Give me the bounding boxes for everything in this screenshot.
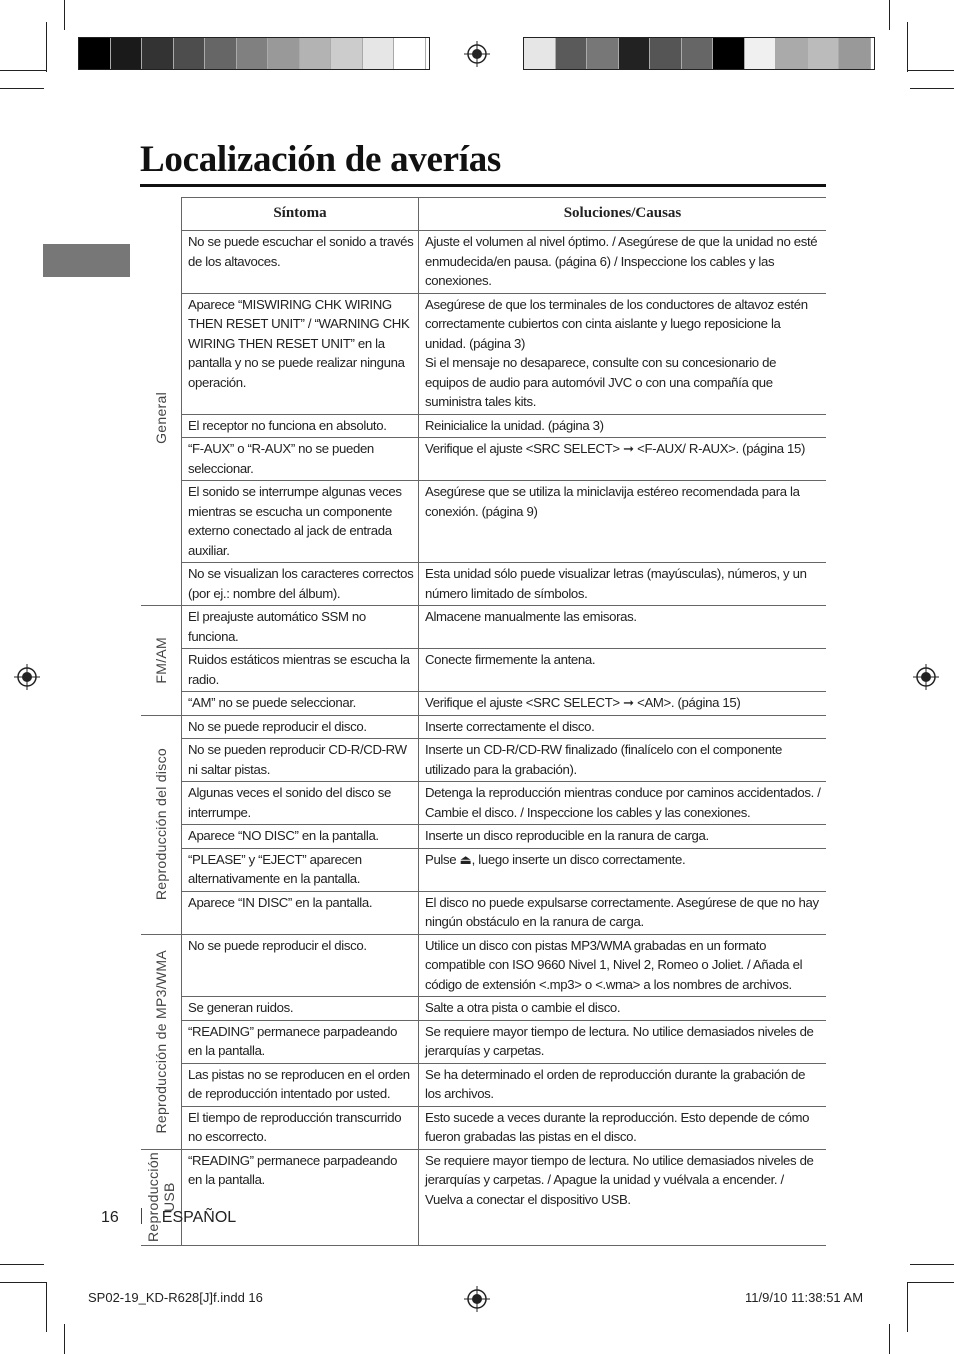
solution-cell: Utilice un disco con pistas MP3/WMA grabadas en un formato compatible con ISO 9660 Nivel 1, Nivel 2, Romeo o Joliet. / Añada el código de extensión <.mp3> o <.wma> a los nombres de archivos. <box>419 934 827 997</box>
color-swatch <box>808 38 840 69</box>
header-solution: Soluciones/Causas <box>419 198 827 231</box>
category-cell <box>141 934 182 1149</box>
color-bar-right <box>523 37 875 70</box>
table-row <box>141 1063 826 1106</box>
crop-mark <box>46 22 47 72</box>
color-swatch <box>79 38 111 69</box>
title-rule <box>140 184 826 187</box>
color-swatch <box>745 38 777 69</box>
solution-cell: Se requiere mayor tiempo de lectura. No utilice demasiados niveles de jerarquías y carpetas. / Apague la unidad y vuélvala a encender. / Vuelva a conectar el dispositivo USB. <box>419 1149 827 1245</box>
solution-cell: Verifique el ajuste <SRC SELECT> ➞ <AM>. (página 15) <box>419 692 827 716</box>
table-row <box>141 782 826 825</box>
table-row <box>141 1020 826 1063</box>
registration-mark-icon <box>464 41 490 67</box>
table-row <box>141 891 826 934</box>
symptom-cell: El sonido se interrumpe algunas veces mientras se escucha un componente externo conectado al jack de entrada auxiliar. <box>182 481 419 563</box>
solution-cell: Almacene manualmente las emisoras. <box>419 606 827 649</box>
table-row <box>141 481 826 563</box>
solution-cell: Reinicialice la unidad. (página 3) <box>419 414 827 438</box>
solution-cell: Asegúrese que se utiliza la miniclavija estéreo recomendada para la conexión. (página 9) <box>419 481 827 563</box>
crop-mark <box>910 88 954 89</box>
registration-mark-icon <box>14 664 40 690</box>
crop-mark <box>908 70 954 71</box>
table-row <box>141 563 826 606</box>
table-row <box>141 414 826 438</box>
slug-date: 11/9/10 11:38:51 AM <box>745 1290 864 1305</box>
slug-file: SP02-19_KD-R628[J]f.indd 16 <box>88 1290 263 1305</box>
symptom-cell: No se pueden reproducir CD-R/CD-RW ni saltar pistas. <box>182 739 419 782</box>
color-swatch <box>556 38 588 69</box>
crop-mark <box>64 1324 65 1354</box>
solution-cell: Verifique el ajuste <SRC SELECT> ➞ <F-AUX/ R-AUX>. (página 15) <box>419 438 827 481</box>
table-row <box>141 1106 826 1149</box>
symptom-cell: El preajuste automático SSM no funciona. <box>182 606 419 649</box>
symptom-cell: Aparece “MISWIRING CHK WIRING THEN RESET UNIT” / “WARNING CHK WIRING THEN RESET UNIT” en la pantalla y no se puede realizar ninguna operación. <box>182 293 419 414</box>
color-swatch <box>619 38 651 69</box>
solution-cell: Conecte firmemente la antena. <box>419 649 827 692</box>
table-row <box>141 825 826 849</box>
crop-mark <box>889 1324 890 1354</box>
color-swatch <box>142 38 174 69</box>
page-title: Localización de averías <box>140 139 501 180</box>
category-cell <box>141 1149 182 1245</box>
footer-divider <box>141 1208 142 1224</box>
solution-cell: Esta unidad sólo puede visualizar letras (mayúsculas), números, y un número limitado de símbolos. <box>419 563 827 606</box>
solution-cell: Inserte correctamente el disco. <box>419 715 827 739</box>
table-row <box>141 293 826 414</box>
symptom-cell: No se puede reproducir el disco. <box>182 934 419 997</box>
table-row <box>141 231 826 294</box>
crop-mark <box>64 0 65 30</box>
category-cell <box>141 715 182 934</box>
troubleshooting-table <box>141 197 826 1246</box>
symptom-cell: Aparece “NO DISC” en la pantalla. <box>182 825 419 849</box>
symptom-cell: “AM” no se puede seleccionar. <box>182 692 419 716</box>
color-swatch <box>205 38 237 69</box>
crop-mark <box>0 88 44 89</box>
solution-cell: Pulse ⏏, luego inserte un disco correctamente. <box>419 848 827 891</box>
symptom-cell: “F-AUX” o “R-AUX” no se pueden seleccionar. <box>182 438 419 481</box>
solution-cell: Inserte un CD-R/CD-RW finalizado (finalícelo con el componente utilizado para la grabación). <box>419 739 827 782</box>
color-swatch <box>363 38 395 69</box>
category-label: Reproducción USB <box>145 1152 177 1242</box>
category-label: Reproducción del disco <box>153 748 169 901</box>
category-label: Reproducción de MP3/WMA <box>153 949 169 1134</box>
crop-mark <box>908 1282 954 1283</box>
color-swatch <box>394 38 426 69</box>
symptom-cell: No se puede reproducir el disco. <box>182 715 419 739</box>
color-swatch <box>300 38 332 69</box>
symptom-cell: No se visualizan los caracteres correctos (por ej.: nombre del álbum). <box>182 563 419 606</box>
registration-mark-icon <box>464 1286 490 1312</box>
category-cell <box>141 231 182 606</box>
color-swatch <box>268 38 300 69</box>
table-row <box>141 606 826 649</box>
crop-mark <box>889 0 890 30</box>
color-swatch <box>587 38 619 69</box>
color-swatch <box>839 38 871 69</box>
table-row <box>141 848 826 891</box>
solution-cell: Detenga la reproducción mientras conduce por caminos accidentados. / Cambie el disco. / Inspeccione los cables y las conexiones. <box>419 782 827 825</box>
header-symptom: Síntoma <box>182 198 419 231</box>
symptom-cell: Se generan ruidos. <box>182 997 419 1021</box>
symptom-cell: “PLEASE” y “EJECT” aparecen alternativamente en la pantalla. <box>182 848 419 891</box>
color-swatch <box>524 38 556 69</box>
solution-cell: Se ha determinado el orden de reproducción durante la grabación de los archivos. <box>419 1063 827 1106</box>
solution-cell: Inserte un disco reproducible en la ranura de carga. <box>419 825 827 849</box>
solution-cell: Asegúrese de que los terminales de los conductores de altavoz estén correctamente cubiertos con cinta aislante y luego reposicione la unidad. (página 3) Si el mensaje no desaparece, consulte con su concesionario de equipos de audio para automóvil JVC o con una compañía que suministra tales kits. <box>419 293 827 414</box>
symptom-cell: Aparece “IN DISC” en la pantalla. <box>182 891 419 934</box>
table-row <box>141 934 826 997</box>
table-row <box>141 1149 826 1245</box>
symptom-cell: El receptor no funciona en absoluto. <box>182 414 419 438</box>
crop-mark <box>0 70 46 71</box>
solution-cell: Se requiere mayor tiempo de lectura. No utilice demasiados niveles de jerarquías y carpetas. <box>419 1020 827 1063</box>
crop-mark <box>907 22 908 72</box>
color-swatch <box>237 38 269 69</box>
footer-language: ESPAÑOL <box>161 1209 237 1226</box>
solution-cell: Ajuste el volumen al nivel óptimo. / Asegúrese de que la unidad no esté enmudecida/en pausa. (página 6) / Inspeccione los cables y las conexiones. <box>419 231 827 294</box>
category-cell <box>141 606 182 716</box>
color-swatch <box>111 38 143 69</box>
table-row <box>141 649 826 692</box>
table-row <box>141 739 826 782</box>
crop-mark <box>46 1282 47 1332</box>
color-swatch <box>174 38 206 69</box>
color-bar-left <box>78 37 430 70</box>
category-label: General <box>153 391 169 444</box>
crop-mark <box>907 1282 908 1332</box>
color-swatch <box>776 38 808 69</box>
page-number: 16 <box>101 1209 119 1226</box>
solution-cell: Salte a otra pista o cambie el disco. <box>419 997 827 1021</box>
category-label: FM/AM <box>153 636 169 684</box>
language-tab <box>43 244 130 277</box>
color-swatch <box>682 38 714 69</box>
table-row <box>141 438 826 481</box>
crop-mark <box>910 1264 954 1265</box>
color-swatch <box>650 38 682 69</box>
table-row <box>141 692 826 716</box>
crop-mark <box>0 1282 46 1283</box>
registration-mark-icon <box>913 664 939 690</box>
symptom-cell: “READING” permanece parpadeando en la pantalla. <box>182 1149 419 1245</box>
symptom-cell: Algunas veces el sonido del disco se interrumpe. <box>182 782 419 825</box>
symptom-cell: Ruidos estáticos mientras se escucha la radio. <box>182 649 419 692</box>
solution-cell: El disco no puede expulsarse correctamente. Asegúrese de que no hay ningún obstáculo en la ranura de carga. <box>419 891 827 934</box>
table-row <box>141 997 826 1021</box>
crop-mark <box>0 1264 44 1265</box>
color-swatch <box>331 38 363 69</box>
color-swatch <box>713 38 745 69</box>
page-footer <box>101 1208 236 1227</box>
symptom-cell: “READING” permanece parpadeando en la pantalla. <box>182 1020 419 1063</box>
symptom-cell: No se puede escuchar el sonido a través de los altavoces. <box>182 231 419 294</box>
table-row <box>141 715 826 739</box>
symptom-cell: El tiempo de reproducción transcurrido no escorrecto. <box>182 1106 419 1149</box>
symptom-cell: Las pistas no se reproducen en el orden de reproducción intentado por usted. <box>182 1063 419 1106</box>
solution-cell: Esto sucede a veces durante la reproducción. Esto depende de cómo fueron grabadas las pistas en el disco. <box>419 1106 827 1149</box>
